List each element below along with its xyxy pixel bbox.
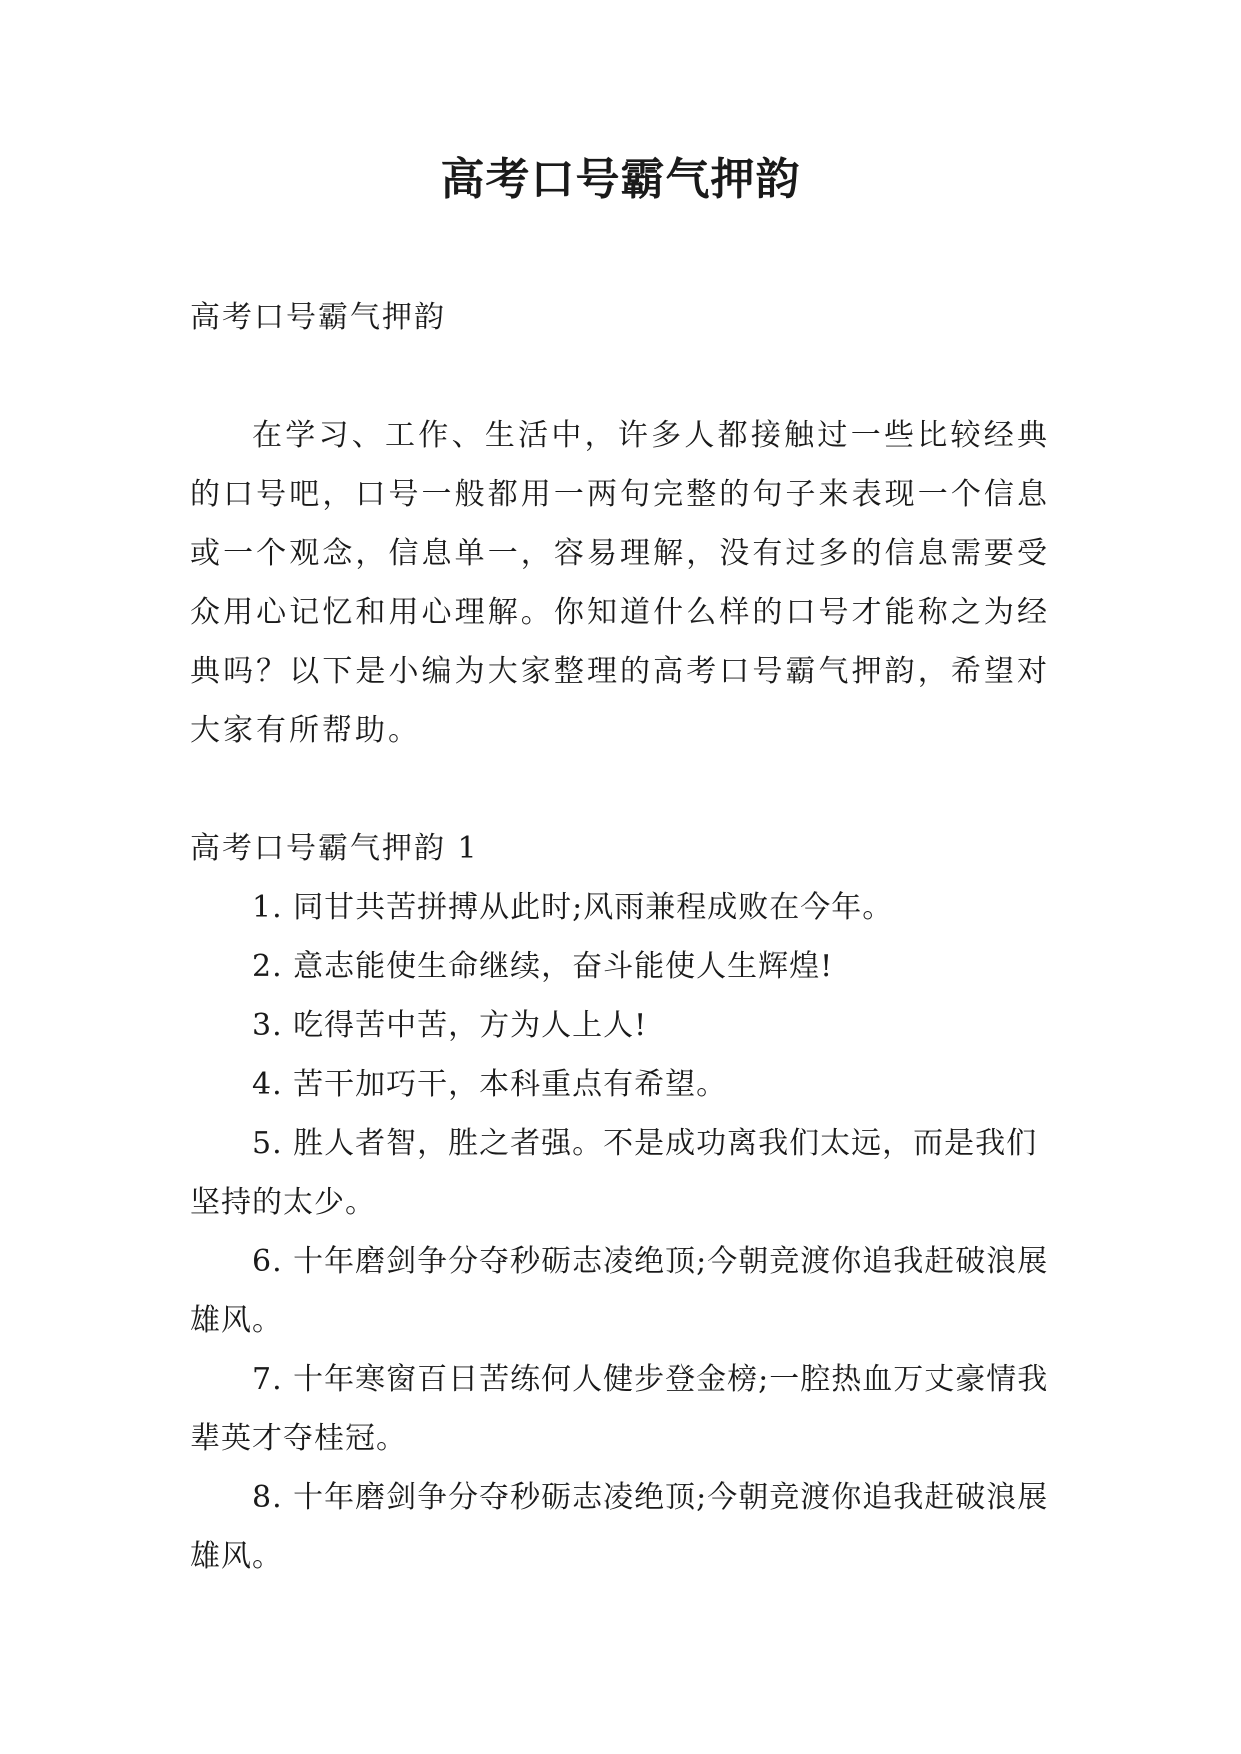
list-item: 6. 十年磨剑争分夺秒砺志凌绝顶;今朝竞渡你追我赶破浪展雄风。 bbox=[190, 1244, 1049, 1338]
list-item: 3. 吃得苦中苦，方为人上人! bbox=[252, 1008, 648, 1043]
document-body bbox=[190, 288, 1050, 1586]
list-item: 4. 苦干加巧干，本科重点有希望。 bbox=[252, 1067, 728, 1102]
intro-paragraph: 在学习、工作、生活中，许多人都接触过一些比较经典的口号吧，口号一般都用一两句完整的句子来表现一个信息或一个观念，信息单一，容易理解，没有过多的信息需要受众用心记忆和用心理解。你知道什么样的口号才能称之为经典吗？以下是小编为大家整理的高考口号霸气押韵，希望对大家有所帮助。 bbox=[190, 418, 1050, 748]
list-item: 5. 胜人者智，胜之者强。不是成功离我们太远，而是我们坚持的太少。 bbox=[190, 1126, 1038, 1220]
list-item: 8. 十年磨剑争分夺秒砺志凌绝顶;今朝竞渡你追我赶破浪展雄风。 bbox=[190, 1480, 1049, 1574]
paragraph-spacer bbox=[190, 760, 1050, 819]
list-item: 1. 同甘共苦拼搏从此时;风雨兼程成败在今年。 bbox=[252, 890, 894, 925]
paragraph-spacer bbox=[190, 347, 1050, 406]
list-item: 7. 十年寒窗百日苦练何人健步登金榜;一腔热血万丈豪情我辈英才夺桂冠。 bbox=[190, 1362, 1049, 1456]
document-title: 高考口号霸气押韵 bbox=[440, 154, 801, 205]
section-heading: 高考口号霸气押韵 1 bbox=[190, 831, 479, 866]
slogan-list bbox=[190, 878, 1050, 1586]
list-item: 2. 意志能使生命继续，奋斗能使人生辉煌! bbox=[252, 949, 834, 984]
document-subtitle: 高考口号霸气押韵 bbox=[190, 300, 446, 335]
